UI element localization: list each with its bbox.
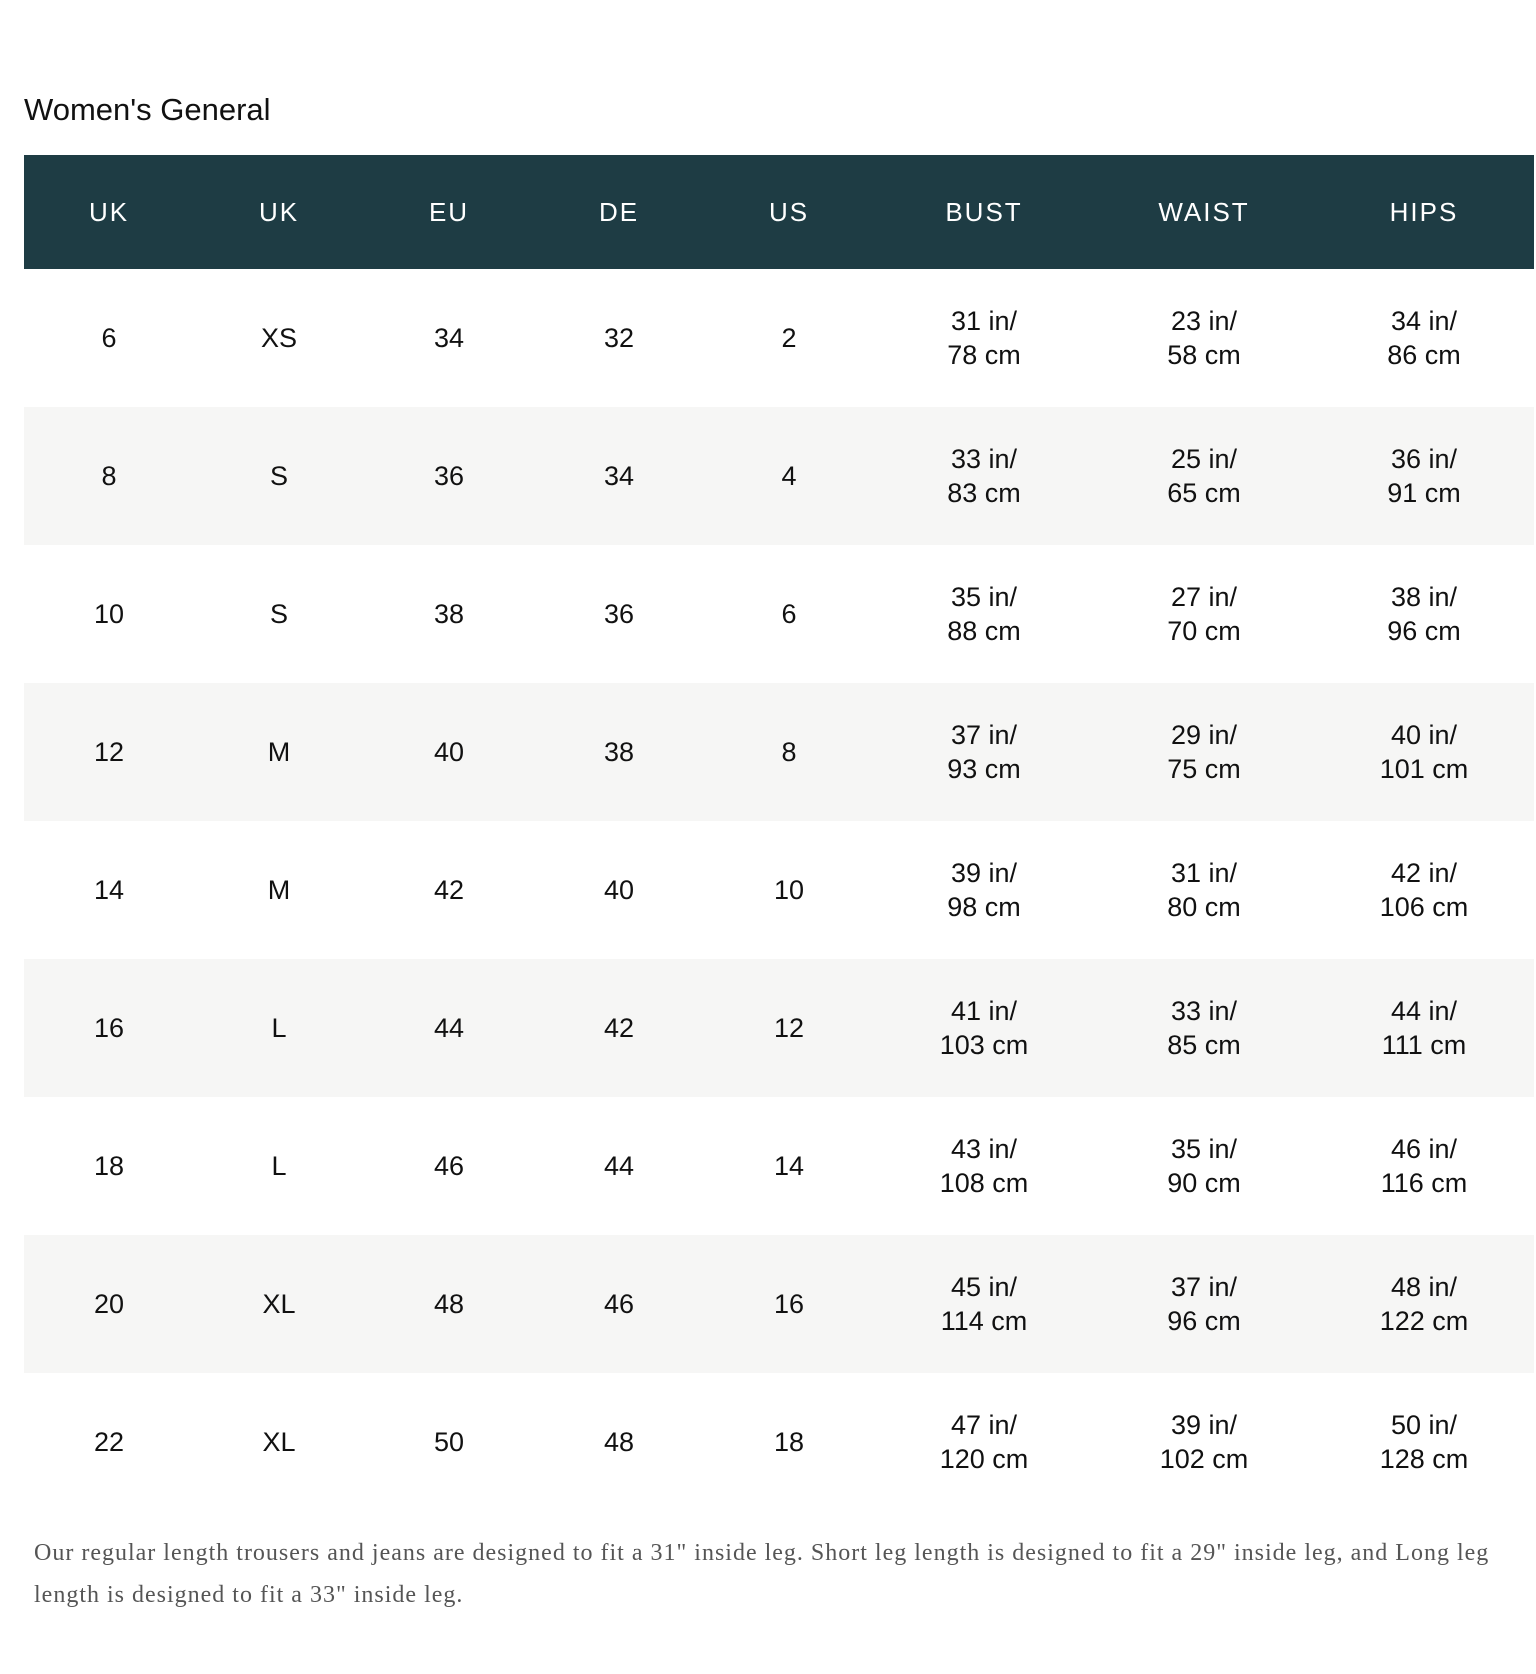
cell-uk-number: 16 (93, 1013, 125, 1043)
cell-waist (1094, 1097, 1314, 1235)
header-us: US (768, 196, 810, 227)
measurement-inches: 38 in/ (1390, 582, 1458, 612)
measurement-cm: 120 cm (939, 1444, 1029, 1474)
cell-uk-letter: L (271, 1013, 287, 1043)
measurement-inches: 46 in/ (1390, 1134, 1458, 1164)
cell-us: 4 (781, 461, 797, 491)
cell-eu: 36 (433, 461, 465, 491)
table-body (24, 269, 1534, 1511)
measurement-cm: 106 cm (1379, 892, 1469, 922)
measurement-cm: 65 cm (1167, 478, 1241, 508)
cell-waist (1094, 407, 1314, 545)
cell-eu: 34 (433, 323, 465, 353)
cell-hips (1314, 821, 1534, 959)
measurement-inches: 27 in/ (1170, 582, 1238, 612)
measurement-inches: 50 in/ (1390, 1410, 1458, 1440)
measurement-inches: 25 in/ (1170, 444, 1238, 474)
cell-uk-letter: S (269, 461, 288, 491)
measurement-inches: 45 in/ (950, 1272, 1018, 1302)
cell-us: 12 (773, 1013, 805, 1043)
inside-leg-note: Our regular length trousers and jeans are designed to fit a 31" inside leg. Short leg length is designed to fit a 29" inside leg, and Long leg length is designed to fit a 33" inside leg. (34, 1540, 1490, 1608)
cell-waist (1094, 683, 1314, 821)
measurement-cm: 101 cm (1379, 754, 1469, 784)
cell-uk-letter: XL (262, 1289, 296, 1319)
measurement-cm: 75 cm (1167, 754, 1241, 784)
measurement-inches: 42 in/ (1390, 858, 1458, 888)
cell-us: 14 (773, 1151, 805, 1181)
cell-us: 2 (781, 323, 797, 353)
measurement-inches: 39 in/ (1170, 1410, 1238, 1440)
header-uk-number: UK (88, 196, 130, 227)
cell-waist (1094, 1373, 1314, 1511)
cell-eu: 46 (433, 1151, 465, 1181)
measurement-inches: 33 in/ (1170, 996, 1238, 1026)
cell-uk-letter: XL (262, 1427, 296, 1457)
cell-bust (874, 407, 1094, 545)
cell-bust (874, 1373, 1094, 1511)
cell-us: 16 (773, 1289, 805, 1319)
cell-de: 32 (603, 323, 635, 353)
table-row (24, 821, 1534, 959)
table-header (24, 155, 1534, 269)
measurement-cm: 108 cm (939, 1168, 1029, 1198)
measurement-inches: 35 in/ (950, 582, 1018, 612)
cell-bust (874, 683, 1094, 821)
cell-eu: 50 (433, 1427, 465, 1457)
cell-de: 38 (603, 737, 635, 767)
cell-us: 8 (781, 737, 797, 767)
cell-uk-number: 20 (93, 1289, 125, 1319)
cell-eu: 38 (433, 599, 465, 629)
cell-eu: 42 (433, 875, 465, 905)
measurement-inches: 37 in/ (950, 720, 1018, 750)
measurement-inches: 29 in/ (1170, 720, 1238, 750)
header-uk-letter: UK (258, 196, 300, 227)
cell-hips (1314, 545, 1534, 683)
measurement-cm: 102 cm (1159, 1444, 1249, 1474)
measurement-cm: 111 cm (1381, 1030, 1467, 1060)
cell-eu: 40 (433, 737, 465, 767)
cell-uk-number: 6 (101, 323, 117, 353)
cell-us: 10 (773, 875, 805, 905)
measurement-cm: 128 cm (1379, 1444, 1469, 1474)
measurement-cm: 86 cm (1387, 340, 1461, 370)
measurement-cm: 122 cm (1379, 1306, 1469, 1336)
cell-uk-number: 14 (93, 875, 125, 905)
measurement-cm: 90 cm (1167, 1168, 1241, 1198)
cell-de: 36 (603, 599, 635, 629)
cell-de: 46 (603, 1289, 635, 1319)
cell-uk-letter: S (269, 599, 288, 629)
measurement-inches: 36 in/ (1390, 444, 1458, 474)
cell-de: 42 (603, 1013, 635, 1043)
cell-bust (874, 545, 1094, 683)
cell-hips (1314, 407, 1534, 545)
measurement-cm: 85 cm (1167, 1030, 1241, 1060)
header-waist: WAIST (1158, 196, 1250, 227)
table-row (24, 269, 1534, 407)
measurement-cm: 96 cm (1387, 616, 1461, 646)
measurement-inches: 33 in/ (950, 444, 1018, 474)
measurement-inches: 48 in/ (1390, 1272, 1458, 1302)
measurement-inches: 31 in/ (1170, 858, 1238, 888)
cell-eu: 44 (433, 1013, 465, 1043)
cell-hips (1314, 1097, 1534, 1235)
measurement-inches: 47 in/ (950, 1410, 1018, 1440)
header-de: DE (598, 196, 640, 227)
cell-hips (1314, 959, 1534, 1097)
measurement-inches: 35 in/ (1170, 1134, 1238, 1164)
cell-uk-letter: M (267, 737, 291, 767)
cell-waist (1094, 959, 1314, 1097)
size-chart-table (24, 155, 1534, 1511)
cell-waist (1094, 545, 1314, 683)
measurement-cm: 91 cm (1387, 478, 1461, 508)
measurement-cm: 116 cm (1380, 1168, 1468, 1198)
cell-bust (874, 269, 1094, 407)
measurement-cm: 78 cm (947, 340, 1021, 370)
cell-bust (874, 1235, 1094, 1373)
measurement-cm: 58 cm (1167, 340, 1241, 370)
measurement-inches: 40 in/ (1390, 720, 1458, 750)
header-row (24, 155, 1534, 269)
cell-uk-letter: L (271, 1151, 287, 1181)
page-title: Women's General (24, 92, 271, 127)
measurement-inches: 41 in/ (950, 996, 1018, 1026)
header-hips: HIPS (1389, 196, 1459, 227)
measurement-inches: 43 in/ (950, 1134, 1018, 1164)
cell-hips (1314, 269, 1534, 407)
table-row (24, 545, 1534, 683)
cell-us: 6 (781, 599, 797, 629)
measurement-cm: 96 cm (1167, 1306, 1241, 1336)
table-row (24, 1373, 1534, 1511)
measurement-inches: 37 in/ (1170, 1272, 1238, 1302)
measurement-inches: 44 in/ (1390, 996, 1458, 1026)
cell-eu: 48 (433, 1289, 465, 1319)
cell-de: 40 (603, 875, 635, 905)
cell-uk-number: 22 (93, 1427, 125, 1457)
cell-waist (1094, 269, 1314, 407)
cell-waist (1094, 821, 1314, 959)
measurement-cm: 98 cm (947, 892, 1021, 922)
measurement-cm: 103 cm (939, 1030, 1029, 1060)
measurement-cm: 93 cm (947, 754, 1021, 784)
cell-hips (1314, 1235, 1534, 1373)
cell-uk-number: 12 (93, 737, 125, 767)
cell-uk-number: 8 (101, 461, 117, 491)
cell-hips (1314, 1373, 1534, 1511)
cell-de: 44 (603, 1151, 635, 1181)
measurement-cm: 70 cm (1167, 616, 1241, 646)
measurement-cm: 114 cm (940, 1306, 1028, 1336)
measurement-inches: 31 in/ (950, 306, 1018, 336)
header-eu: EU (428, 196, 470, 227)
cell-bust (874, 959, 1094, 1097)
cell-de: 48 (603, 1427, 635, 1457)
cell-hips (1314, 683, 1534, 821)
measurement-cm: 88 cm (947, 616, 1021, 646)
cell-waist (1094, 1235, 1314, 1373)
cell-bust (874, 821, 1094, 959)
measurement-cm: 80 cm (1167, 892, 1241, 922)
cell-us: 18 (773, 1427, 805, 1457)
measurement-inches: 23 in/ (1170, 306, 1238, 336)
table-row (24, 1235, 1534, 1373)
cell-de: 34 (603, 461, 635, 491)
header-bust: BUST (945, 196, 1023, 227)
cell-uk-letter: XS (260, 323, 298, 353)
measurement-inches: 34 in/ (1390, 306, 1458, 336)
table-row (24, 683, 1534, 821)
cell-uk-letter: M (267, 875, 291, 905)
measurement-cm: 83 cm (947, 478, 1021, 508)
cell-bust (874, 1097, 1094, 1235)
cell-uk-number: 18 (93, 1151, 125, 1181)
table-row (24, 959, 1534, 1097)
measurement-inches: 39 in/ (950, 858, 1018, 888)
cell-uk-number: 10 (93, 599, 125, 629)
table-row (24, 1097, 1534, 1235)
table-row (24, 407, 1534, 545)
